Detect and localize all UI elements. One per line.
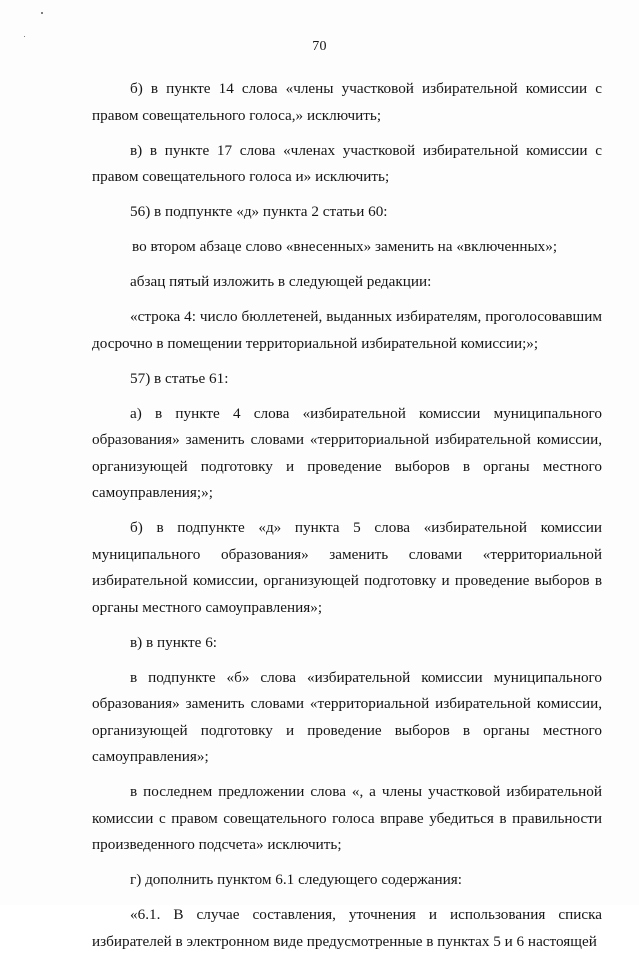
paragraph: б) в пункте 14 слова «члены участковой избирательной комиссии с правом совещательного голоса,» исключить;	[92, 80, 602, 124]
paragraph: г) дополнить пунктом 6.1 следующего содержания:	[130, 871, 462, 888]
scan-speck	[41, 12, 43, 14]
scan-speck	[24, 36, 25, 37]
document-body	[92, 76, 602, 955]
paragraph: во втором абзаце слово «внесенных» заменить на «включенных»;	[132, 238, 558, 255]
paragraph: в последнем предложении слова «, а члены участковой избирательной комиссии с правом совещательного голоса вправе убедиться в правильности произведенного подсчета» исключить;	[92, 783, 602, 853]
paragraph: в подпункте «б» слова «избирательной комиссии муниципального образования» заменить словами «территориальной избирательной комиссии, организующей подготовку и проведение выборов в органы местного самоуправления»;	[92, 668, 602, 765]
paragraph: «строка 4: число бюллетеней, выданных избирателям, проголосовавшим досрочно в помещении территориальной избирательной комиссии;»;	[92, 308, 602, 352]
paragraph: абзац пятый изложить в следующей редакции:	[130, 273, 432, 290]
paragraph: в) в пункте 6:	[130, 633, 218, 651]
paragraph: «6.1. В случае составления, уточнения и использования списка избирателей в электронном виде предусмотренные в пунктах 5 и 6 настоящей	[92, 906, 602, 950]
paragraph: 57) в статье 61:	[130, 369, 229, 387]
page-number: 70	[312, 39, 327, 54]
paragraph: 56) в подпункте «д» пункта 2 статьи 60:	[130, 203, 388, 220]
paragraph: в) в пункте 17 слова «членах участковой избирательной комиссии с правом совещательного голоса и» исключить;	[92, 141, 602, 185]
paragraph: б) в подпункте «д» пункта 5 слова «избирательной комиссии муниципального образования» заменить словами «территориальной избирательной комиссии, организующей подготовку и проведение выборов в органы местного самоуправления»;	[92, 519, 602, 616]
paragraph: а) в пункте 4 слова «избирательной комиссии муниципального образования» заменить словами «территориальной избирательной комиссии, организующей подготовку и проведение выборов в органы местного самоуправления;»;	[92, 404, 602, 501]
